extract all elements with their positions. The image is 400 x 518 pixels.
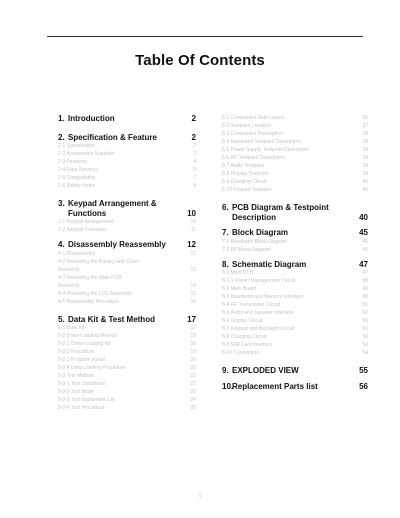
toc-page-number: 40 (362, 179, 368, 185)
spacer (222, 194, 372, 203)
toc-entry-title: 8-1-1 Power Management Circuit (222, 278, 296, 284)
toc-section-entry[interactable] (58, 199, 208, 209)
toc-entry-title: 5-2-1 Down-Loading Kit (58, 341, 111, 347)
toc-entry-title: 8-3 Baseband and Memory Interface (222, 294, 304, 300)
toc-page-number: 20 (190, 357, 196, 363)
toc-subsection-entry[interactable] (58, 218, 208, 226)
toc-page-number: 54 (362, 342, 368, 348)
toc-entry-title: 8-6 Display Circuit (222, 318, 263, 324)
toc-entry-title: 8-10 Connectors (222, 350, 259, 356)
toc-entry-title: Assembly (58, 266, 80, 273)
toc-entry-title: 8-8 Charging Circuit (222, 334, 267, 340)
toc-subsection-entry[interactable] (222, 170, 372, 178)
toc-page-number: 45 (359, 228, 368, 237)
toc-entry-title: 7-2 RF Block Diagram (222, 246, 272, 253)
toc-page-number: 2 (193, 143, 196, 149)
toc-subsection-entry[interactable] (222, 325, 372, 333)
toc-entry-title: 8-7 Keypad and Backlight Circuit (222, 326, 295, 332)
toc-subsection-entry[interactable] (58, 356, 208, 364)
spacer (58, 306, 208, 315)
toc-subsection-entry[interactable] (222, 154, 372, 162)
spacer (58, 190, 208, 199)
toc-subsection-entry[interactable] (222, 246, 372, 254)
toc-page-number: 50 (362, 294, 368, 300)
toc-subsection-entry[interactable] (222, 349, 372, 357)
toc-subsection-entry[interactable] (58, 226, 208, 234)
toc-entry-title: Replacement Parts list (232, 381, 318, 391)
toc-entry-title: 5-3-3 Test Equipment List (58, 397, 115, 403)
toc-page-number: 7 (193, 175, 196, 181)
toc-entry-title: 2-4 Data Services (58, 167, 98, 173)
toc-subsection-entry[interactable] (58, 298, 208, 306)
toc-subsection-entry[interactable] (58, 158, 208, 166)
toc-entry-title: 3-1 Keypad Arrangement (58, 219, 114, 225)
toc-section-number: 10. (222, 381, 234, 391)
toc-subsection-entry[interactable] (58, 364, 208, 372)
toc-page-number: 38 (362, 139, 368, 145)
toc-page-number: 38 (362, 131, 368, 137)
toc-page-number: 16 (190, 298, 196, 305)
toc-subsection-entry[interactable] (58, 282, 208, 290)
toc-subsection-entry[interactable] (58, 372, 208, 380)
spacer (222, 357, 372, 366)
toc-entry-title: 5-2-4 Data Loading Procedure (58, 365, 126, 371)
toc-section-number: 9. (222, 366, 229, 375)
toc-subsection-entry[interactable] (58, 396, 208, 404)
toc-page-number: 10 (190, 219, 196, 225)
toc-page-number: 46 (362, 246, 368, 253)
toc-page-number: 8 (193, 183, 196, 189)
toc-section-entry[interactable] (222, 203, 372, 213)
page-title: Table Of Contents (135, 52, 265, 69)
toc-entry-title: Description (232, 212, 277, 222)
toc-page-number: 54 (362, 350, 368, 356)
toc-subsection-entry[interactable] (222, 146, 372, 154)
toc-subsection-entry[interactable] (222, 178, 372, 186)
toc-subsection-entry[interactable] (58, 380, 208, 388)
toc-entry-title: 6-5 Power Supply Testpoint Description (222, 147, 310, 153)
toc-section-entry[interactable] (58, 240, 208, 250)
toc-page-number: 47 (359, 259, 368, 269)
toc-subsection-entry[interactable] (222, 238, 372, 246)
toc-section-number: 6. (222, 203, 229, 212)
toc-entry-title: 4-5 Reassembly Procedure (58, 298, 119, 305)
toc-page-number: 39 (362, 147, 368, 153)
toc-entry-title: Schematic Diagram (232, 259, 307, 269)
toc-entry-title: 5-3-2 Test Mode (58, 389, 95, 395)
toc-page-number: 12 (187, 240, 196, 249)
toc-section-number: 8. (222, 259, 229, 269)
toc-page-number: 15 (190, 290, 196, 297)
toc-entry-title: 2-5 Compatibility (58, 175, 96, 181)
toc-section-number: 3. (58, 199, 65, 208)
toc-page-number: 39 (362, 171, 368, 177)
toc-subsection-entry[interactable] (58, 166, 208, 174)
toc-entry-title: 4-4 Removing the LCD Assembly (58, 290, 132, 297)
toc-page-number: 47 (362, 270, 368, 276)
toc-entry-title: Assembly (58, 282, 80, 289)
toc-entry-title: 4-3 Removing the Main PCB (58, 274, 122, 281)
toc-entry-title: Disassembly Reassembly (68, 240, 166, 249)
toc-subsection-entry[interactable] (222, 162, 372, 170)
toc-entry-title: 8-1 Main PCB (222, 270, 254, 276)
toc-entry-title: 4-2 Removing the Battery and Cover (58, 258, 140, 265)
toc-subsection-entry[interactable] (58, 150, 208, 158)
toc-subsection-entry[interactable] (222, 138, 372, 146)
toc-entry-title: PCB Diagram & Testpoint (232, 203, 329, 212)
toc-subsection-entry[interactable] (222, 186, 372, 194)
toc-right-column (222, 114, 372, 391)
toc-section-number: 5. (58, 314, 65, 324)
toc-subsection-entry[interactable] (58, 290, 208, 298)
toc-page-number: 48 (362, 278, 368, 284)
toc-entry-title: 6-10 Keypad Testpoint (222, 187, 272, 193)
toc-entry-title: 8-2 Main Board (222, 286, 257, 292)
toc-section-entry[interactable] (58, 133, 208, 143)
toc-page-number: 52 (362, 310, 368, 316)
toc-entry-title: Specification & Feature (68, 132, 157, 142)
toc-entry-title: 6-7 Audio Testpoint (222, 163, 265, 169)
toc-page-number: 37 (362, 123, 368, 129)
toc-subsection-entry[interactable] (58, 348, 208, 356)
toc-entry-title: 6-4 Baseband Testpoint Description (222, 139, 301, 145)
toc-page-number: 18 (190, 341, 196, 347)
toc-subsection-entry[interactable] (58, 258, 208, 266)
toc-page-number: 10 (187, 208, 196, 218)
toc-entry-title: 6-8 Display Testpoint (222, 171, 269, 177)
toc-subsection-entry[interactable] (222, 285, 372, 293)
toc-subsection-entry[interactable] (222, 277, 372, 285)
toc-entry-title: 6-9 Charging Circuit (222, 179, 267, 185)
toc-page-number: 39 (362, 163, 368, 169)
toc-subsection-entry[interactable] (58, 142, 208, 150)
toc-subsection-entry[interactable] (58, 174, 208, 182)
toc-entry-title: 7-1 Baseband Block Diagram (222, 238, 288, 245)
toc-subsection-entry[interactable] (222, 122, 372, 130)
toc-subsection-entry[interactable] (58, 388, 208, 396)
toc-subsection-entry[interactable] (222, 269, 372, 277)
toc-page-number: 13 (190, 266, 196, 273)
toc-entry-title: EXPLODED VIEW (232, 366, 299, 375)
toc-entry-title: 6-3 Component Description (222, 131, 283, 137)
toc-entry-title: 5-1 Data Kit (58, 325, 85, 331)
toc-section-number: 4. (58, 240, 65, 249)
toc-section-entry[interactable] (58, 315, 208, 325)
toc-page-number: 3 (193, 151, 196, 157)
toc-section-entry[interactable] (222, 228, 372, 238)
page-number: 1 (198, 494, 202, 500)
toc-page-number: 14 (190, 282, 196, 289)
toc-page-number: 40 (359, 212, 368, 222)
toc-section-number: 7. (222, 228, 229, 237)
toc-page-number: 49 (362, 286, 368, 292)
toc-entry-title: Keypad Arrangement & (68, 199, 157, 208)
toc-page-number: 22 (190, 373, 196, 379)
toc-section-number: 1. (58, 114, 65, 123)
toc-entry-title: 3-2 Keypad Functions (58, 227, 107, 233)
toc-page-number: 22 (190, 381, 196, 387)
toc-entry-title: Functions (68, 208, 107, 218)
toc-section-entry[interactable] (58, 209, 208, 219)
toc-left-column (58, 114, 208, 412)
toc-page-number: 45 (362, 238, 368, 245)
toc-page-number: 40 (362, 187, 368, 193)
toc-section-entry[interactable] (222, 213, 372, 223)
toc-entry-title: 5-3-1 Test Conditions (58, 381, 106, 387)
toc-subsection-entry[interactable] (58, 340, 208, 348)
toc-subsection-entry[interactable] (222, 301, 372, 309)
toc-entry-title: Block Diagram (232, 228, 289, 237)
toc-page-number: 39 (362, 155, 368, 161)
toc-page-number: 36 (362, 115, 368, 121)
toc-page-number: 4 (193, 159, 196, 165)
toc-entry-title: 2-6 Safety Notes (58, 183, 96, 189)
toc-entry-title: 5-3-4 Test Procedure (58, 405, 105, 411)
toc-subsection-entry[interactable] (222, 130, 372, 138)
toc-page-number: 53 (362, 326, 368, 332)
toc-entry-title: 5-2-2 Procedure (58, 349, 95, 355)
toc-subsection-entry[interactable] (222, 317, 372, 325)
toc-section-entry[interactable] (222, 366, 372, 376)
toc-entry-title: 5-2-3 Program Install (58, 357, 105, 363)
toc-page-number: 17 (187, 314, 196, 324)
toc-entry-title: 4-1 Disassembly (58, 250, 95, 257)
toc-subsection-entry[interactable] (222, 333, 372, 341)
header-rule (47, 36, 363, 37)
toc-entry-title: 8-9 SIM Card Interface (222, 342, 273, 348)
toc-section-entry[interactable] (222, 382, 372, 392)
toc-page-number: 2 (191, 132, 196, 142)
toc-section-number: 2. (58, 132, 65, 142)
toc-page-number: 55 (359, 366, 368, 375)
toc-entry-title: 2-3 Features (58, 159, 87, 165)
toc-entry-title: 2-1 Specification (58, 143, 95, 149)
toc-page-number: 25 (190, 405, 196, 411)
toc-entry-title: 8-5 Audio and Speaker Interface (222, 310, 294, 316)
toc-entry-title: 6-6 RF Testpoint Description (222, 155, 285, 161)
toc-subsection-entry[interactable] (222, 293, 372, 301)
toc-subsection-entry[interactable] (58, 250, 208, 258)
toc-subsection-entry[interactable] (58, 266, 208, 274)
toc-entry-title: 8-4 RF Transceiver Circuit (222, 302, 281, 308)
toc-entry-title: 5-3 Test Method (58, 373, 94, 379)
toc-page-number: 21 (190, 365, 196, 371)
toc-page-number: 19 (190, 349, 196, 355)
toc-page-number: 18 (190, 333, 196, 339)
toc-page-number: 53 (362, 318, 368, 324)
toc-page-number: 56 (359, 381, 368, 391)
toc-page-number: 23 (190, 389, 196, 395)
toc-subsection-entry[interactable] (58, 182, 208, 190)
toc-page-number: 51 (362, 302, 368, 308)
toc-page-number: 11 (190, 227, 196, 233)
spacer (58, 124, 208, 133)
toc-entry-title: 6-2 Testpoint Location (222, 123, 271, 129)
toc-subsection-entry[interactable] (222, 341, 372, 349)
toc-entry-title: Introduction (68, 114, 115, 123)
toc-page-number: 2 (191, 114, 196, 123)
toc-subsection-entry[interactable] (58, 274, 208, 282)
toc-page-number: 54 (362, 334, 368, 340)
toc-subsection-entry[interactable] (58, 404, 208, 412)
toc-section-entry[interactable] (222, 260, 372, 270)
toc-page-number: 5 (193, 167, 196, 173)
toc-section-entry[interactable] (58, 114, 208, 124)
toc-entry-title: Data Kit & Test Method (68, 314, 155, 324)
toc-page-number: 12 (190, 250, 196, 257)
toc-page-number: 17 (190, 325, 196, 331)
toc-entry-title: 6-1 Component Side Layout (222, 115, 285, 121)
toc-entry-title: 5-2 Down-Loading Method (58, 333, 117, 339)
toc-subsection-entry[interactable] (58, 324, 208, 332)
toc-page-number: 24 (190, 397, 196, 403)
toc-subsection-entry[interactable] (222, 114, 372, 122)
toc-subsection-entry[interactable] (222, 309, 372, 317)
toc-subsection-entry[interactable] (58, 332, 208, 340)
toc-entry-title: 2-2 Accessories Supplied (58, 151, 115, 157)
